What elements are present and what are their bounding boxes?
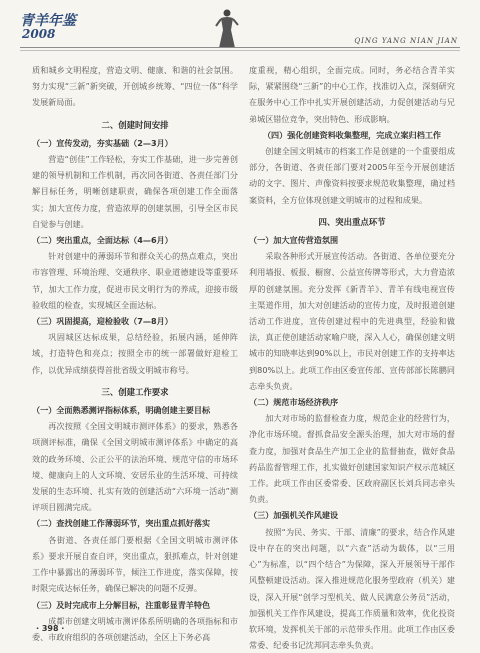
yearbook-logo	[20, 14, 76, 40]
subsection-heading: （四）强化创建资料收集整理，完成立案归档工作	[262, 129, 442, 140]
paragraph: 营造“创佳”工作轻松，夯实工作基础，进一步完善创建的领导机制和工作机制，再次同各街道、各责任部门分解目标任务，明晰创建职责，确保各项创建工作全面落实；加大宣传力度，营造浓厚的创建氛围，引导全区市民自觉参与创建。	[32, 154, 238, 229]
subsection-heading: （三）加强机关作风建设	[249, 510, 339, 521]
section-heading: 四、突出重点环节	[318, 216, 386, 227]
subsection-heading: （一）宣传发动，夯实基础（2—3月）	[32, 137, 173, 148]
paragraph: 创建全国文明城市的档案工作是创建的一个重要组成部分，各街道、各责任部门要对2005年至今开展创建活动的文字、图片、声像资料按要求规范收集整理，确过档案资料，全方位体现创建文明城市的过程和成果。	[249, 146, 455, 205]
left-column	[32, 62, 238, 645]
paragraph: 采取各种形式开展宣传活动。各街道、各单位要充分利用墙报、板报、橱窗、公益宣传牌等形式，大力营造浓厚的创建氛围。充分发挥《新青羊》、青羊有线电视宣传主渠道作用，加大对创建活动的宣传力度，及时报道创建活动工作进度，宣传创建过程中的先进典型，经验和做法，真正使创建活动家喻户晓，深入人心，确保创建文明城市的知晓率达到90%以上，市民对创建工作的支持率达到80%以上。此项工作由区委宣传部、宣传部部长陈鹏同志牵头负责。	[249, 251, 455, 391]
paragraph: 再次按照《全国文明城市测评体系》的要求，熟悉各项测评标准，确保《全国文明城市测评体系》中确定的高效的政务环境、公正公平的法治环境、规范守信的市场环境、健康向上的人文环境、安居乐业的生活环境、可持续发展的生态环境、扎实有效的创建活动“六环境一活动”测评项目圆满完成。	[32, 421, 238, 513]
section-heading: 三、创建工作要求	[101, 386, 169, 397]
subsection-heading: （一）全面熟悉测评指标体系，明确创建主要目标	[32, 405, 211, 416]
header-divider	[20, 47, 460, 48]
subsection-heading: （二）查找创建工作薄弱环节，突出重点抓好落实	[32, 518, 211, 529]
header-divider-secondary	[20, 50, 460, 51]
paragraph: 成都市创建文明城市测评体系所明确的各项指标和市委、市政府组织的各项创建活动，全区上下务必高	[32, 615, 238, 642]
paragraph: 各街道、各责任部门要根据《全国文明城市测评体系》要求开展自查自评，突出重点，狠抓难点，针对创建工作中暴露出的薄弱环节，倾注工作进度，落实保障，按时限完成达标任务，确保已解决的问题不反弹。	[32, 534, 238, 594]
paragraph: 质和城乡文明程度，营造文明、健康、和谐的社会氛围。努力实现“三新”新突破，开创城乡统筹、“四位一体”科学发展新局面。	[32, 65, 238, 108]
page-number: · 398 ·	[36, 624, 65, 633]
paragraph: 巩固城区达标成果，总结经验，拓展内涵，延伸阵域，打造特色和亮点；按照全市的统一部署做好迎检工作，以优异成绩获得首批省级文明城市称号。	[32, 332, 238, 375]
paragraph: 加大对市场的监督检查力度，规范企业的经营行为，净化市场环境。督抓食品安全源头治理，加大对市场的督查力度，加强对食品生产加工企业的监督抽查，做好食品药品监督管理工作，扎实做好创建国家知识产权示范城区工作。此项工作由区委常委、区政府副区长刘兵同志牵头负责。	[249, 413, 455, 505]
subsection-heading: （一）加大宣传营造氛围	[249, 235, 339, 246]
subsection-heading: （二）突出重点，全面达标（4—6月）	[32, 235, 173, 246]
paragraph: 针对创建中的薄弱环节和群众关心的热点难点，突出市容管理、环境治理、交通秩序、职业道德建设等重要环节，加大工作力度，促进市民文明行为的养成，迎接市级验收组的检查，实现城区全面达标。	[32, 251, 238, 310]
paragraph: 度重视，精心组织，全面完成。同时，务必结合青羊实际，紧紧围绕“三新”的中心工作，找准切入点，深刻研究在服务中心工作中扎实开展创建活动，力促创建活动与兄弟城区错位竞争，突出特色、形成影响。	[249, 65, 455, 124]
dancer-figure-icon	[215, 8, 239, 52]
right-column	[249, 62, 455, 653]
section-heading: 二、创建时间安排	[101, 119, 169, 130]
subsection-heading: （三）巩固提高，迎检验收（7—8月）	[32, 316, 173, 327]
paragraph: 按照“为民、务实、干部、清廉”的要求，结合作风建设中存在的突出问题，以“六查”活动为载体，以“三用心”为标准，以“四个结合”为保障，深入开展领导干部作风整顿建设活动。深入推进规范化服务型政府（机关）建设，深入开展“创学习型机关、做人民满意公务员”活动，加强机关工作作风建设，提高工作质量和效率，优化投资软环境，发挥机关干部的示范带头作用。此项工作由区委常委、纪委书记沈邦同志牵头负责。	[249, 526, 455, 651]
logo-title: 青羊年鉴	[20, 13, 76, 29]
subsection-heading: （二）规范市场经济秩序	[249, 397, 339, 408]
logo-year: 2008	[22, 27, 56, 41]
page-header	[0, 0, 480, 62]
running-header-tag: QING YANG NIAN JIAN	[354, 37, 458, 45]
subsection-heading: （三）及时完成市上分解目标，注重彰显青羊特色	[32, 599, 211, 610]
